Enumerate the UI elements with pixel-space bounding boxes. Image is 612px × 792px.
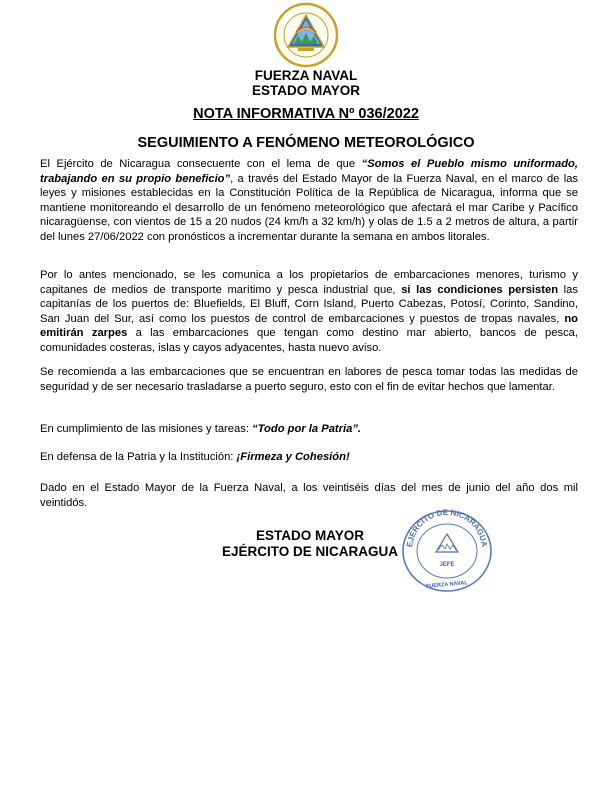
- paragraph-text: Por lo antes mencionado, se les comunica a los propietarios de embarcaciones menores, turismo y capitanes de medios de transporte marítimo y pesca industrial que,: [40, 269, 578, 296]
- emphasis-text: no emitirán zarpes: [40, 312, 578, 340]
- signature-line-ejercito: EJÉRCITO DE NICARAGUA: [221, 544, 399, 559]
- header-line-estado-mayor: ESTADO MAYOR: [251, 83, 360, 98]
- paragraph-mission: [40, 422, 578, 437]
- paragraph-text: En defensa de la Patria y la Institución:: [40, 451, 237, 463]
- emphasis-text: si las condiciones persisten: [401, 283, 559, 296]
- official-stamp-icon: [394, 506, 500, 596]
- motto-text: “Somos el Pueblo mismo uniformado, trabajando en su propio beneficio”: [40, 158, 578, 185]
- paragraph-recommendation: [40, 365, 578, 394]
- svg-text:EJÉRCITO DE NICARAGUA: EJÉRCITO DE NICARAGUA: [405, 507, 489, 548]
- paragraph-text: las capitanías de los puertos de: Bluefields, El Bluff, Corn Island, Puerto Cabezas, Potosí, Corinto, Sandino, San Juan del Sur, así como los puestos de control de embarcaciones y puestos de tropas navales,: [40, 283, 578, 325]
- stamp-center-label: JEFE: [439, 562, 455, 568]
- paragraph-defense: [40, 450, 578, 465]
- paragraph-text: a las embarcaciones que tengan como destino mar abierto, bancos de pesca, comunidades costeras, islas y cayos adyacentes, hasta nuevo aviso.: [40, 327, 578, 354]
- paragraph-text: , a través del Estado Mayor de la Fuerza Naval, en el marco de las leyes y misiones establecidas en la Constitución Política de la República de Nicaragua, informa que se mantiene monitoreando el desarrollo de un fenómeno meteorológico que afectará el mar Caribe y Pacífico nicaragüense, con vientos de 15 a 20 nudos (24 km/h a 32 km/h) y olas de 1.5 a 2 metros de altura, a partir del lunes 27/06/2022 con pronósticos a incrementar durante la semana en ambos litorales.: [40, 172, 579, 243]
- subject-title: SEGUIMIENTO A FENÓMENO METEOROLÓGICO: [137, 135, 475, 151]
- paragraph-text: Dado en el Estado Mayor de la Fuerza Naval, a los veintiséis días del mes de junio del año dos mil veintidós.: [40, 482, 578, 509]
- header-line-fuerza-naval: FUERZA NAVAL: [254, 68, 358, 83]
- motto-text: “Todo por la Patria”.: [252, 423, 362, 435]
- paragraph-intro: [40, 157, 578, 245]
- nicaragua-coat-of-arms-icon: [272, 2, 340, 68]
- stamp-bottom-text: FUERZA NAVAL: [425, 580, 468, 590]
- paragraph-notice: [40, 268, 578, 356]
- paragraph-text: El Ejército de Nicaragua consecuente con el lema de que: [40, 158, 362, 170]
- motto-text: ¡Firmeza y Cohesión!: [236, 451, 350, 463]
- paragraph-text: En cumplimiento de las misiones y tareas:: [40, 423, 253, 435]
- signature-line-estado-mayor: ESTADO MAYOR: [255, 528, 364, 543]
- nota-informativa-title: NOTA INFORMATIVA Nº 036/2022: [193, 106, 419, 122]
- paragraph-text: Se recomienda a las embarcaciones que se encuentran en labores de pesca tomar todas las medidas de seguridad y de ser necesario trasladarse a puerto seguro, esto con el fin de evitar hechos que lamentar.: [40, 366, 578, 393]
